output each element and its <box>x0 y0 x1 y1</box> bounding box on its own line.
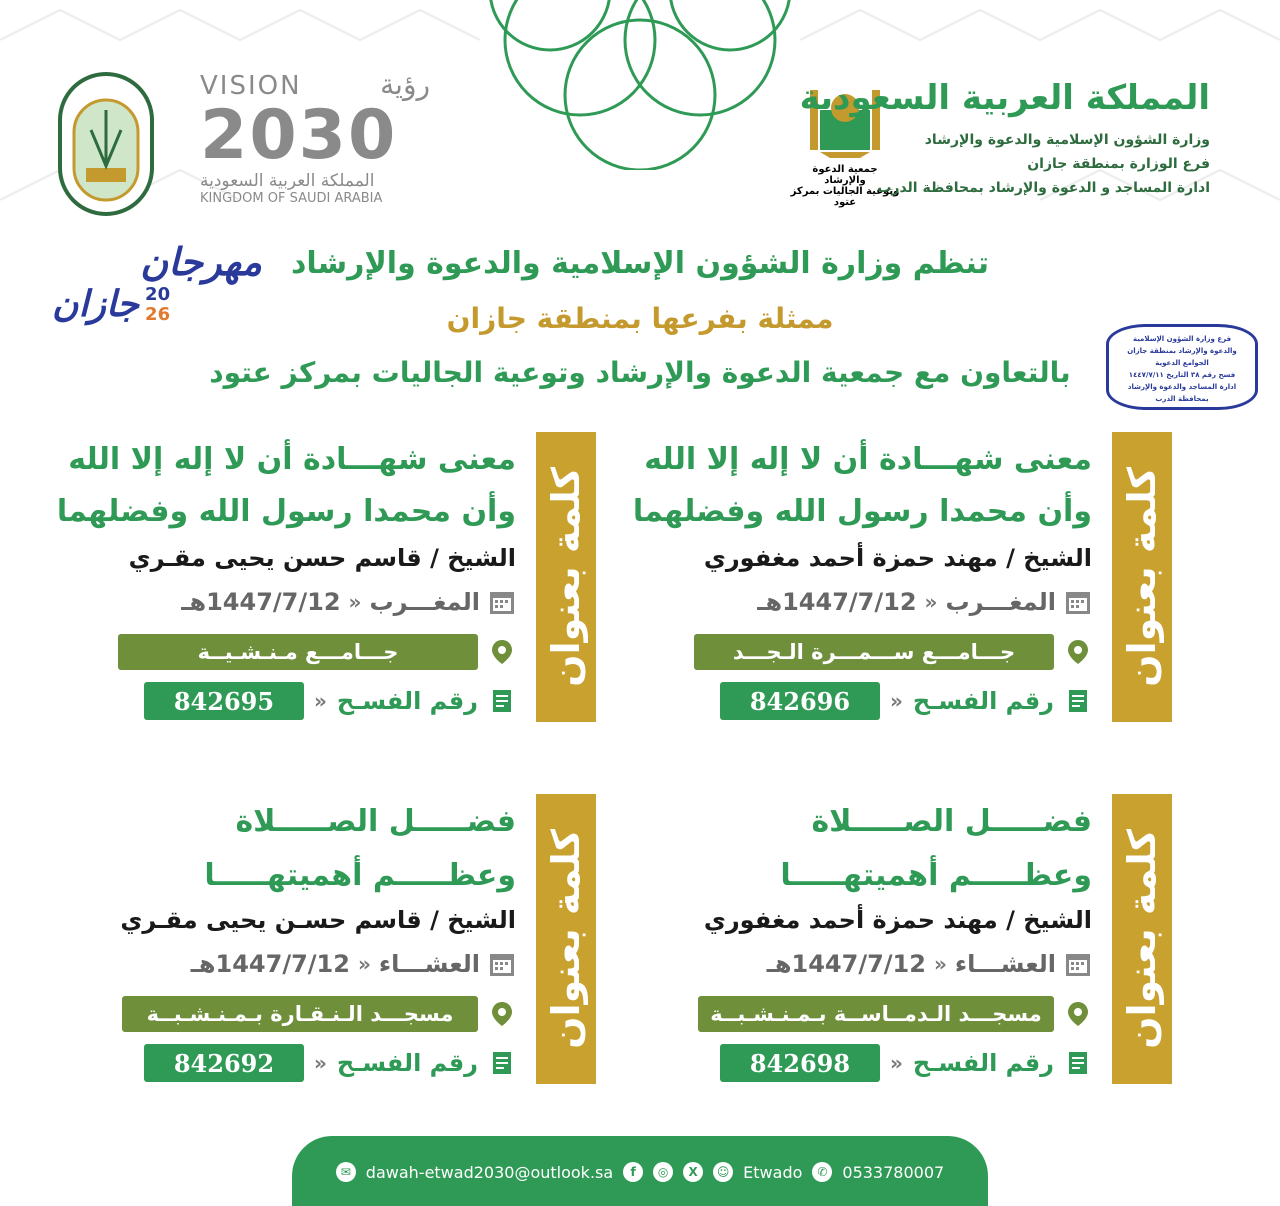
card-band <box>536 794 596 1084</box>
topic-line-2: وعظـــــم أهميتهـــــا <box>204 858 516 893</box>
vision-en: VISION <box>200 71 302 101</box>
location-name: جـــامـــع مـنـشـيــة <box>118 634 478 670</box>
chevrons-icon: « <box>313 1051 327 1075</box>
whatsapp-icon[interactable]: ✆ <box>812 1162 832 1182</box>
contact-footer <box>292 1136 988 1206</box>
sheikh-name: الشيخ / مهند حمزة أحمد مغفوري <box>703 906 1092 934</box>
card-band <box>1112 794 1172 1084</box>
document-icon <box>1064 1049 1092 1077</box>
location-name: جـــامـــع ســـمـــرة الـجـــد <box>694 634 1054 670</box>
festival-year-2: 26 <box>145 303 171 325</box>
location-pin-icon <box>1064 1000 1092 1028</box>
permit-number: 842698 <box>720 1044 880 1082</box>
facebook-icon[interactable]: f <box>623 1162 643 1182</box>
time-row <box>757 588 1092 616</box>
permit-label: رقم الفسـح <box>336 1049 478 1077</box>
stamp-line-3: الجوامع الدعوية <box>1155 359 1209 367</box>
ministry-line-2: فرع الوزارة بمنطقة جازان <box>1027 156 1210 172</box>
document-icon <box>1064 687 1092 715</box>
topic-line-2: وأن محمدا رسول الله وفضلهما <box>56 494 516 529</box>
sheikh-name: الشيخ / قاسم حسن يحيى مقـري <box>128 544 516 572</box>
chevrons-icon: « <box>889 689 903 713</box>
approval-stamp <box>1106 324 1258 410</box>
card-band <box>1112 432 1172 722</box>
band-label: كلمة بعنوان <box>544 829 588 1049</box>
permit-label: رقم الفسـح <box>912 687 1054 715</box>
stamp-line-2: والدعوة والإرشاد بمنطقة جازان <box>1127 347 1237 355</box>
kingdom-title: المملكة العربية السعودية <box>799 78 1210 118</box>
event-card <box>106 794 596 1084</box>
card-band <box>536 432 596 722</box>
band-label: كلمة بعنوان <box>1120 829 1164 1049</box>
location-row <box>698 996 1092 1032</box>
stamp-line-4: فسح رقم ٣٨ التاريخ ١٤٤٧/٧/١١ <box>1128 371 1236 379</box>
x-icon[interactable]: X <box>683 1162 703 1182</box>
sheikh-name: الشيخ / قاسم حسـن يحيى مقـري <box>120 906 516 934</box>
topic-line-1: معنى شهـــادة أن لا إله إلا الله <box>644 442 1092 477</box>
footer-handle[interactable]: Etwado <box>743 1162 803 1182</box>
location-row <box>122 996 516 1032</box>
band-label: كلمة بعنوان <box>544 467 588 687</box>
sheikh-name: الشيخ / مهند حمزة أحمد مغفوري <box>703 544 1092 572</box>
band-label: كلمة بعنوان <box>1120 467 1164 687</box>
permit-label: رقم الفسـح <box>336 687 478 715</box>
event-date: 1447/7/12هـ <box>190 950 350 978</box>
topic-line-1: معنى شهـــادة أن لا إله إلا الله <box>68 442 516 477</box>
event-date: 1447/7/12هـ <box>757 588 917 616</box>
location-row <box>118 634 516 670</box>
event-card <box>682 794 1172 1084</box>
vision-2030-logo <box>200 68 430 218</box>
assoc-name-1: جمعية الدعوة والإرشاد <box>812 164 878 186</box>
location-name: مسجـــد الـدمــاســة بـمـنـشـبــة <box>698 996 1054 1032</box>
calendar-icon <box>488 950 516 978</box>
location-pin-icon <box>488 1000 516 1028</box>
location-pin-icon <box>1064 638 1092 666</box>
location-name: مسجـــد الـنـقـارة بـمـنـشـبــة <box>122 996 478 1032</box>
chevrons-icon: « <box>357 952 371 976</box>
stamp-line-5: ادارة المساجد والدعوة والإرشاد <box>1127 383 1237 391</box>
festival-name-1: مهرجان <box>140 240 262 284</box>
prayer-time: العشـــاء <box>378 950 480 978</box>
footer-phone[interactable]: 0533780007 <box>842 1162 945 1182</box>
headline-line-2: ممثلة بفرعها بمنطقة جازان <box>446 302 834 335</box>
chevrons-icon: « <box>313 689 327 713</box>
instagram-icon[interactable]: ◎ <box>653 1162 673 1182</box>
document-icon <box>488 687 516 715</box>
headline-line-3: بالتعاون مع جمعية الدعوة والإرشاد وتوعية الجاليات بمركز عتود <box>209 356 1071 389</box>
rings-ornament <box>460 0 820 170</box>
prayer-time: المغـــرب <box>369 588 480 616</box>
prayer-time: العشـــاء <box>954 950 1056 978</box>
vision-ar: رؤية <box>380 68 430 101</box>
permit-row <box>144 682 516 720</box>
footer-email[interactable]: dawah-etwad2030@outlook.sa <box>365 1162 614 1182</box>
chevrons-icon: « <box>924 590 938 614</box>
time-row <box>191 950 516 978</box>
permit-row <box>720 1044 1092 1082</box>
event-date: 1447/7/12هـ <box>766 950 926 978</box>
vision-kingdom-en: KINGDOM OF SAUDI ARABIA <box>200 191 383 206</box>
topic-line-1: فضـــــل الصـــــلاة <box>235 804 516 839</box>
permit-number: 842695 <box>144 682 304 720</box>
snapchat-icon[interactable]: ☺ <box>713 1162 733 1182</box>
event-card <box>56 432 596 722</box>
ministry-line-1: وزارة الشؤون الإسلامية والدعوة والإرشاد <box>924 132 1210 148</box>
permit-number: 842696 <box>720 682 880 720</box>
permit-row <box>144 1044 516 1082</box>
event-card <box>632 432 1172 722</box>
location-row <box>694 634 1092 670</box>
assoc-name-2: وتوعية الجاليات بمركز عتود <box>790 186 900 208</box>
ministry-line-3: ادارة المساجد و الدعوة والإرشاد بمحافظة الدرب <box>877 180 1210 196</box>
chevrons-icon: « <box>348 590 362 614</box>
prayer-time: المغـــرب <box>945 588 1056 616</box>
topic-line-2: وعظـــــم أهميتهـــــا <box>780 858 1092 893</box>
time-row <box>767 950 1092 978</box>
event-date: 1447/7/12هـ <box>181 588 341 616</box>
permit-label: رقم الفسـح <box>912 1049 1054 1077</box>
time-row <box>181 588 516 616</box>
permit-number: 842692 <box>144 1044 304 1082</box>
calendar-icon <box>488 588 516 616</box>
ministry-emblem-logo <box>56 70 156 218</box>
vision-year: 2030 <box>200 96 398 175</box>
calendar-icon <box>1064 588 1092 616</box>
chevrons-icon: « <box>933 952 947 976</box>
festival-year-1: 20 <box>145 283 171 305</box>
location-pin-icon <box>488 638 516 666</box>
headline-line-1: تنظم وزارة الشؤون الإسلامية والدعوة والإرشاد <box>291 246 989 281</box>
vision-kingdom-ar: المملكة العربية السعودية <box>200 171 375 191</box>
topic-line-2: وأن محمدا رسول الله وفضلهما <box>632 494 1092 529</box>
festival-name-2: جازان <box>52 284 140 325</box>
permit-row <box>720 682 1092 720</box>
chevrons-icon: « <box>889 1051 903 1075</box>
email-icon[interactable]: ✉ <box>336 1162 356 1182</box>
calendar-icon <box>1064 950 1092 978</box>
topic-line-1: فضـــــل الصـــــلاة <box>811 804 1092 839</box>
stamp-line-1: فرع وزارة الشؤون الإسلامية <box>1132 335 1232 343</box>
stamp-line-6: بمحافظة الدرب <box>1155 395 1209 403</box>
document-icon <box>488 1049 516 1077</box>
